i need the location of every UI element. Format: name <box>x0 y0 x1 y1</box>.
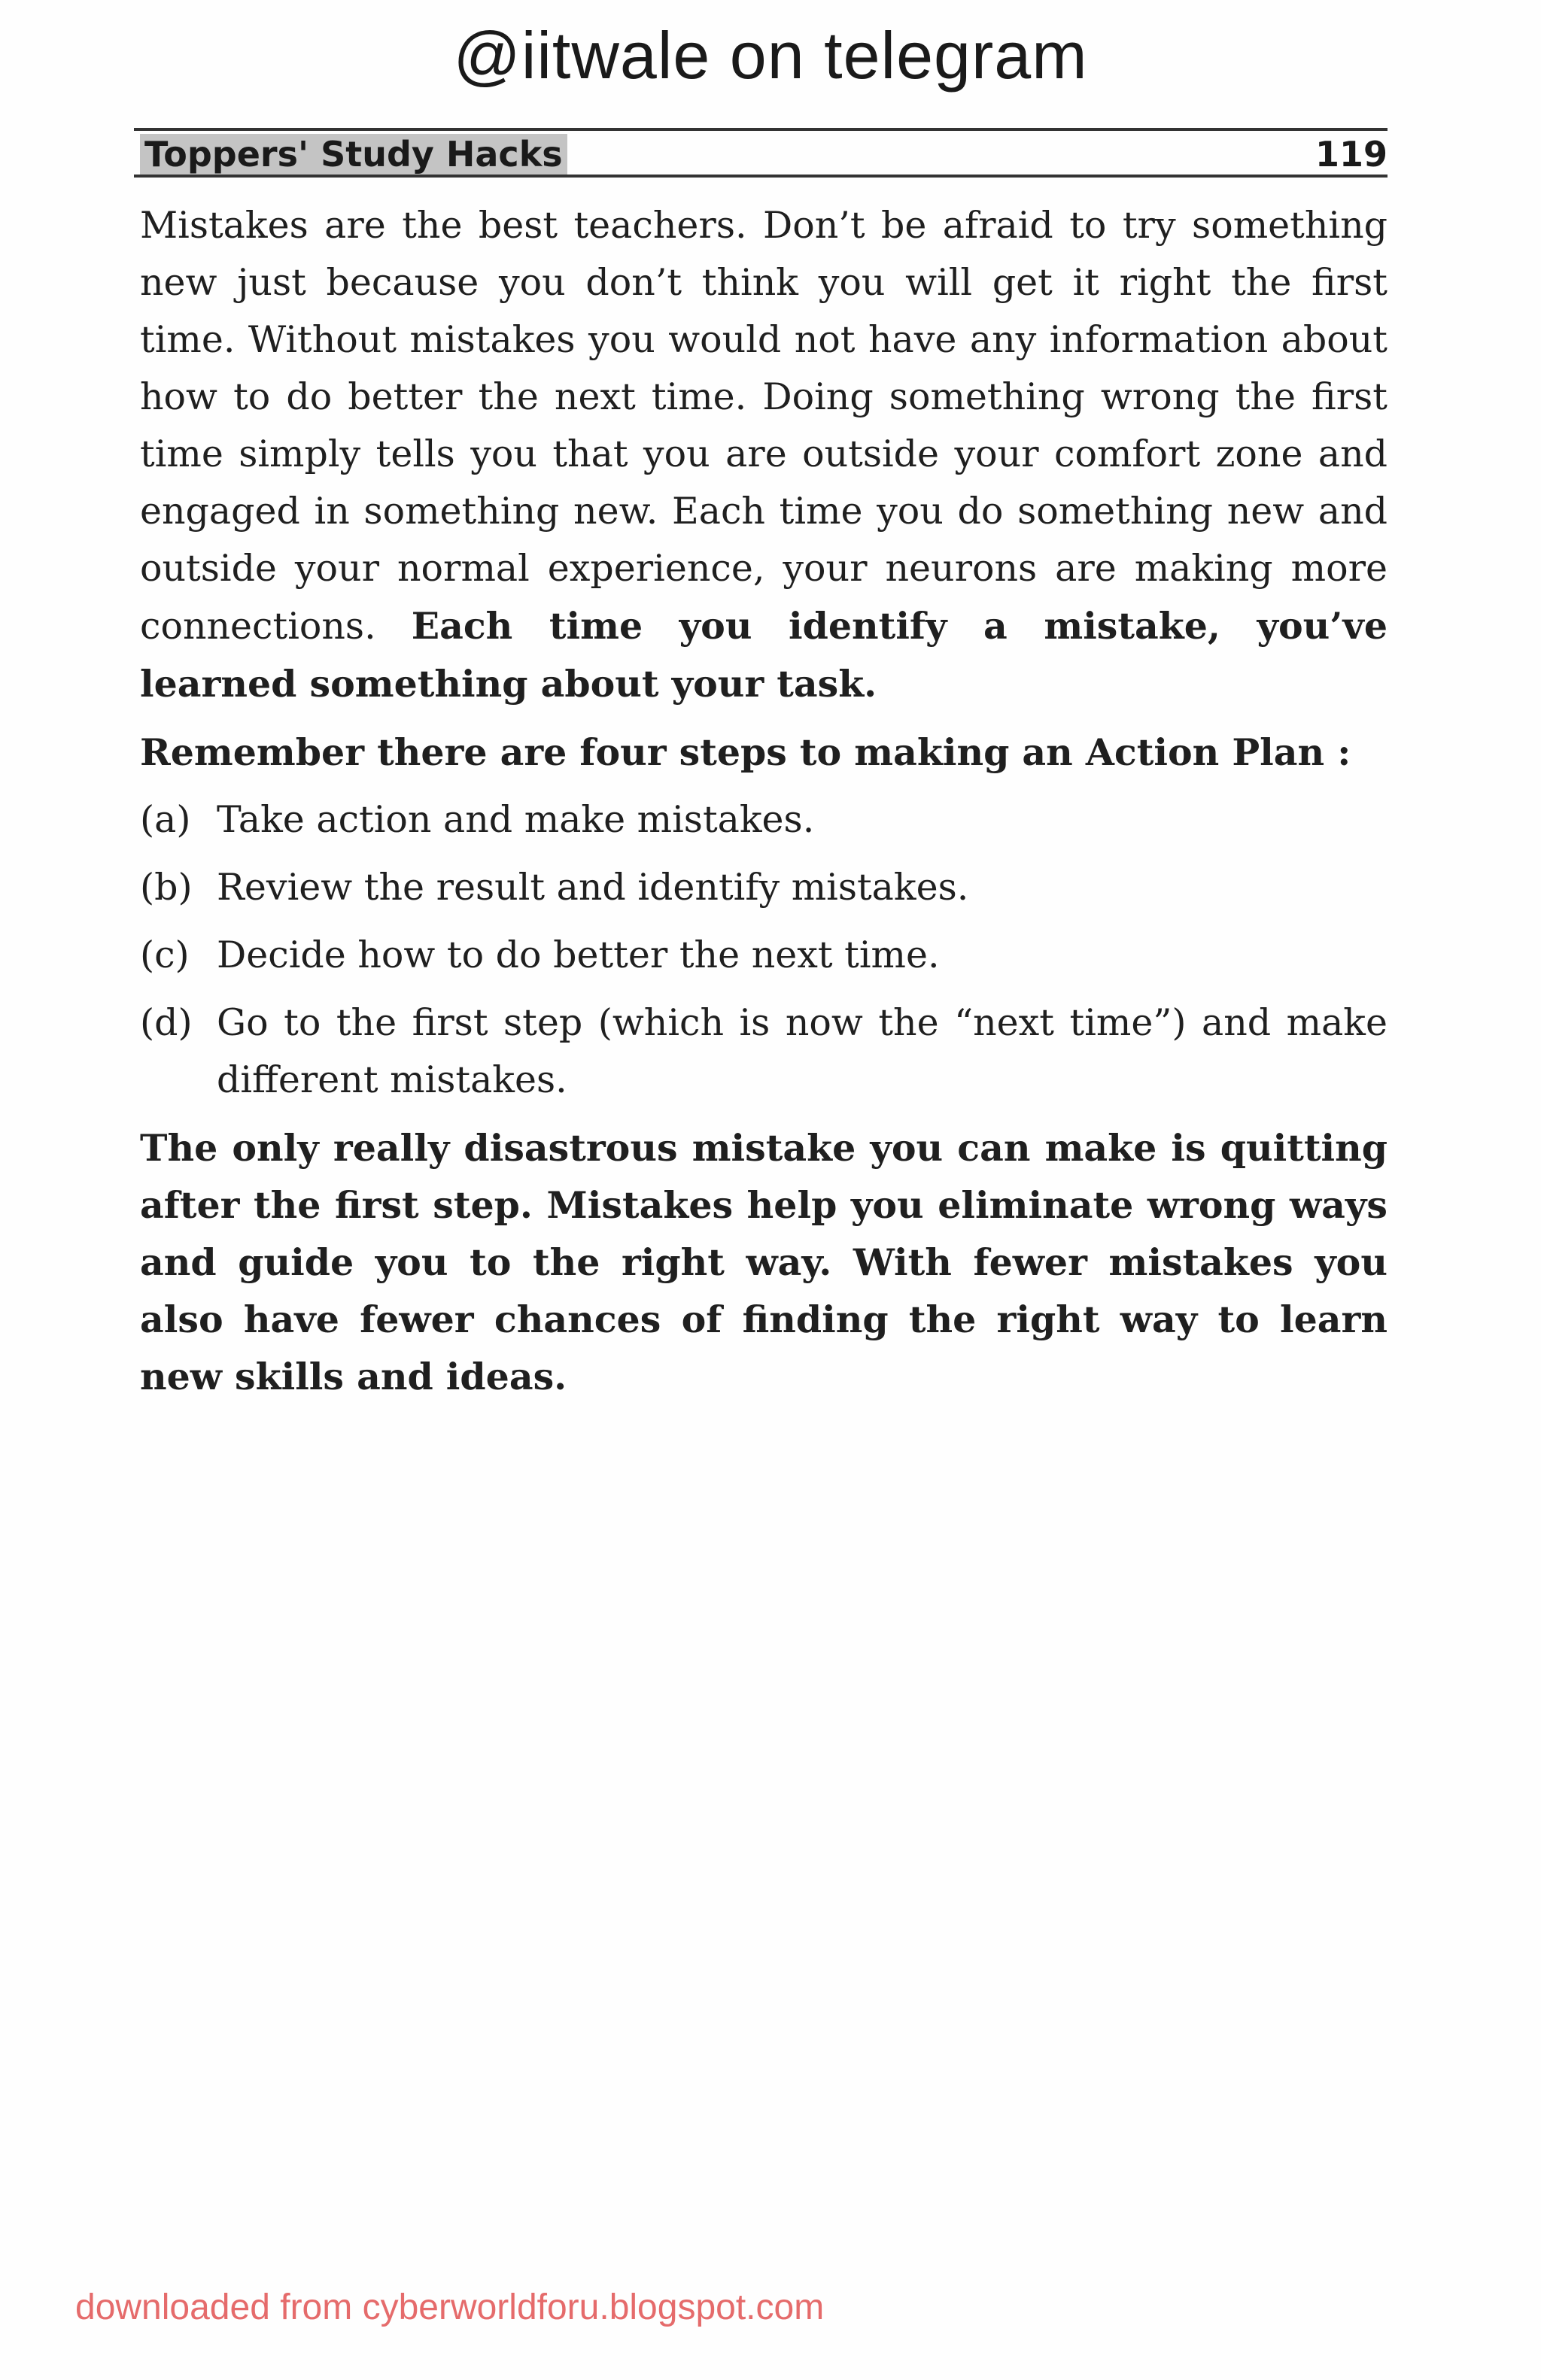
steps-intro: Remember there are four steps to making an Action Plan : <box>140 730 1351 774</box>
list-item-text: Decide how to do better the next time. <box>217 933 940 976</box>
list-item <box>140 859 1388 916</box>
book-title: Toppers' Study Hacks <box>140 134 567 175</box>
running-header <box>134 128 1388 178</box>
paragraph-mistakes-text: Mistakes are the best teachers. Don’t be afraid to try something new just because you don’t think you will get it right the first time. Without mistakes you would not have any information about how to do better the next time. Doing something wrong the first time simply tells you that you are outside your comfort zone and engaged in something new. Each time you do something new and outside your normal experience, your neurons are making more connections. <box>140 204 1388 648</box>
list-item-text: Go to the first step (which is now the “next time”) and make different mistakes. <box>217 1001 1388 1101</box>
list-item-text: Review the result and identify mistakes. <box>217 866 969 909</box>
telegram-watermark: @iitwale on telegram <box>453 18 1088 93</box>
paragraph-mistakes-emphasis: Each time you identify a mistake, you’ve learned something about your task. <box>140 604 1388 706</box>
page-number: 119 <box>1315 134 1388 175</box>
list-item <box>140 927 1388 984</box>
list-item <box>140 791 1388 848</box>
action-plan-steps <box>140 791 1388 1109</box>
list-item <box>140 994 1388 1109</box>
page-content <box>140 197 1388 1405</box>
closing-paragraph: The only really disastrous mistake you can make is quitting after the first step. Mistakes help you eliminate wrong ways and guide you to the right way. With fewer mistakes you also have fewer chances of finding the right way to learn new skills and ideas. <box>140 1126 1388 1398</box>
list-marker: (c) <box>140 933 190 976</box>
list-marker: (a) <box>140 798 191 841</box>
download-source-watermark: downloaded from cyberworldforu.blogspot.com <box>75 2287 825 2327</box>
list-marker: (d) <box>140 1001 193 1044</box>
paragraph-mistakes <box>140 197 1388 713</box>
list-marker: (b) <box>140 866 193 909</box>
list-item-text: Take action and make mistakes. <box>217 798 815 841</box>
